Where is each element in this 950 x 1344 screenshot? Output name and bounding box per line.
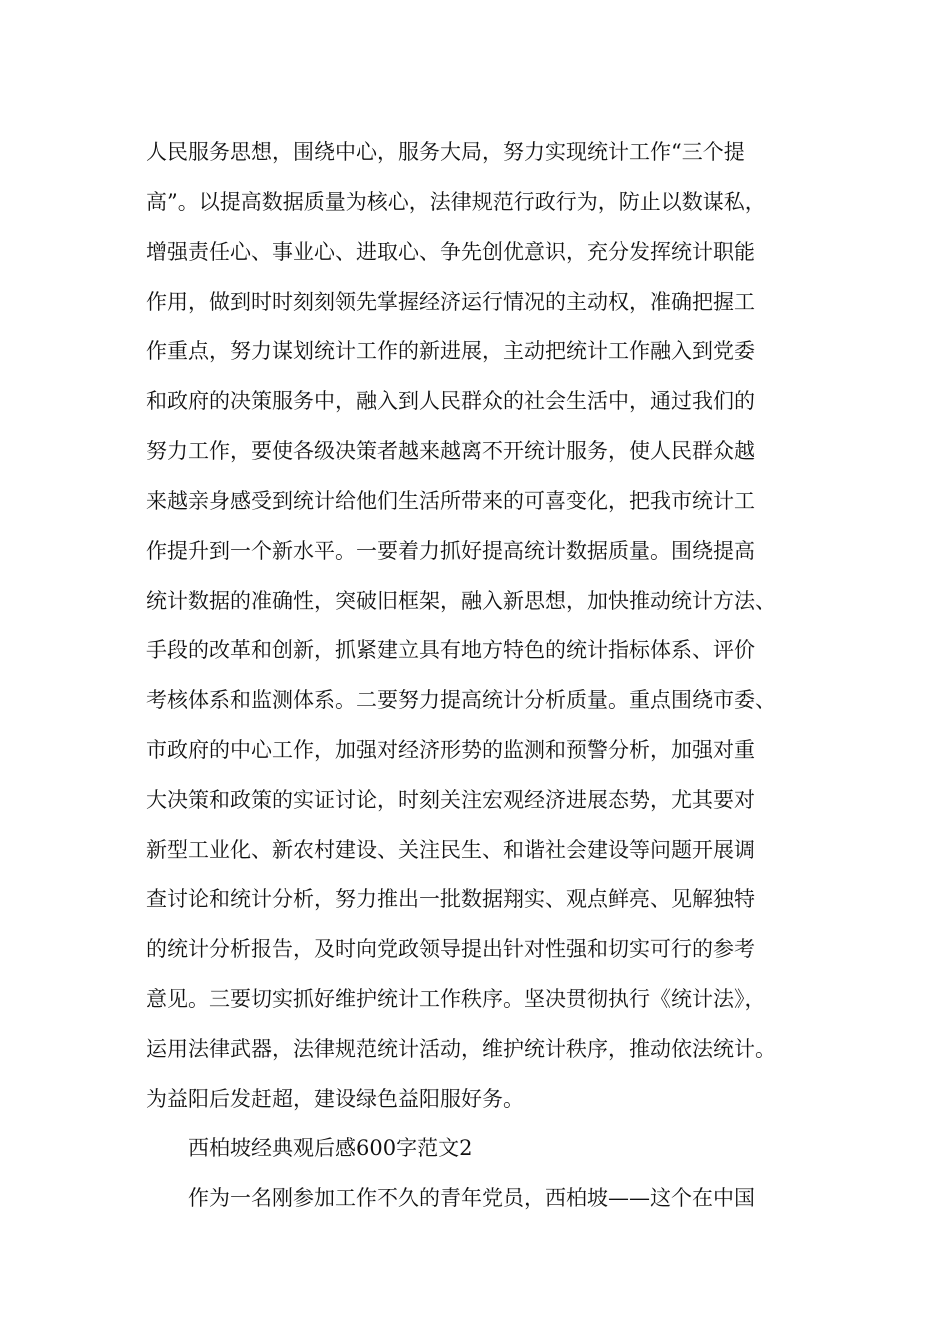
body-text-line: 考核体系和监测体系。二要努力提高统计分析质量。重点围绕市委、	[146, 688, 776, 712]
body-text-line: 市政府的中心工作，加强对经济形势的监测和预警分析，加强对重	[146, 738, 755, 762]
body-text-line: 增强责任心、事业心、进取心、争先创优意识，充分发挥统计职能	[146, 240, 755, 264]
body-text-line: 的统计分析报告，及时向党政领导提出针对性强和切实可行的参考	[146, 937, 755, 961]
body-text-line: 作重点，努力谋划统计工作的新进展，主动把统计工作融入到党委	[146, 339, 755, 363]
body-text-line: 高”。以提高数据质量为核心，法律规范行政行为，防止以数谋私，	[146, 190, 766, 214]
section-heading: 西柏坡经典观后感600字范文2	[188, 1136, 473, 1160]
body-text-line: 努力工作，要使各级决策者越来越离不开统计服务，使人民群众越	[146, 439, 755, 463]
body-text-line: 作用，做到时时刻刻领先掌握经济运行情况的主动权，准确把握工	[146, 290, 755, 314]
body-text-line: 和政府的决策服务中，融入到人民群众的社会生活中，通过我们的	[146, 389, 755, 413]
body-text-line: 统计数据的准确性，突破旧框架，融入新思想，加快推动统计方法、	[146, 589, 776, 613]
body-text-line: 为益阳后发赶超，建设绿色益阳服好务。	[146, 1087, 524, 1111]
body-text-line: 手段的改革和创新，抓紧建立具有地方特色的统计指标体系、评价	[146, 638, 755, 662]
body-text-line: 新型工业化、新农村建设、关注民生、和谐社会建设等问题开展调	[146, 838, 755, 862]
body-text-line: 来越亲身感受到统计给他们生活所带来的可喜变化，把我市统计工	[146, 489, 755, 513]
body-text-line: 作为一名刚参加工作不久的青年党员，西柏坡——这个在中国	[188, 1186, 755, 1210]
body-text-line: 运用法律武器，法律规范统计活动，维护统计秩序，推动依法统计。	[146, 1037, 776, 1061]
body-text-line: 大决策和政策的实证讨论，时刻关注宏观经济进展态势，尤其要对	[146, 788, 755, 812]
body-text-line: 查讨论和统计分析，努力推出一批数据翔实、观点鲜亮、见解独特	[146, 887, 755, 911]
body-text-line: 人民服务思想，围绕中心，服务大局，努力实现统计工作“三个提	[146, 140, 745, 164]
body-text-line: 作提升到一个新水平。一要着力抓好提高统计数据质量。围绕提高	[146, 539, 755, 563]
body-text-line: 意见。三要切实抓好维护统计工作秩序。坚决贯彻执行《统计法》，	[146, 987, 766, 1011]
